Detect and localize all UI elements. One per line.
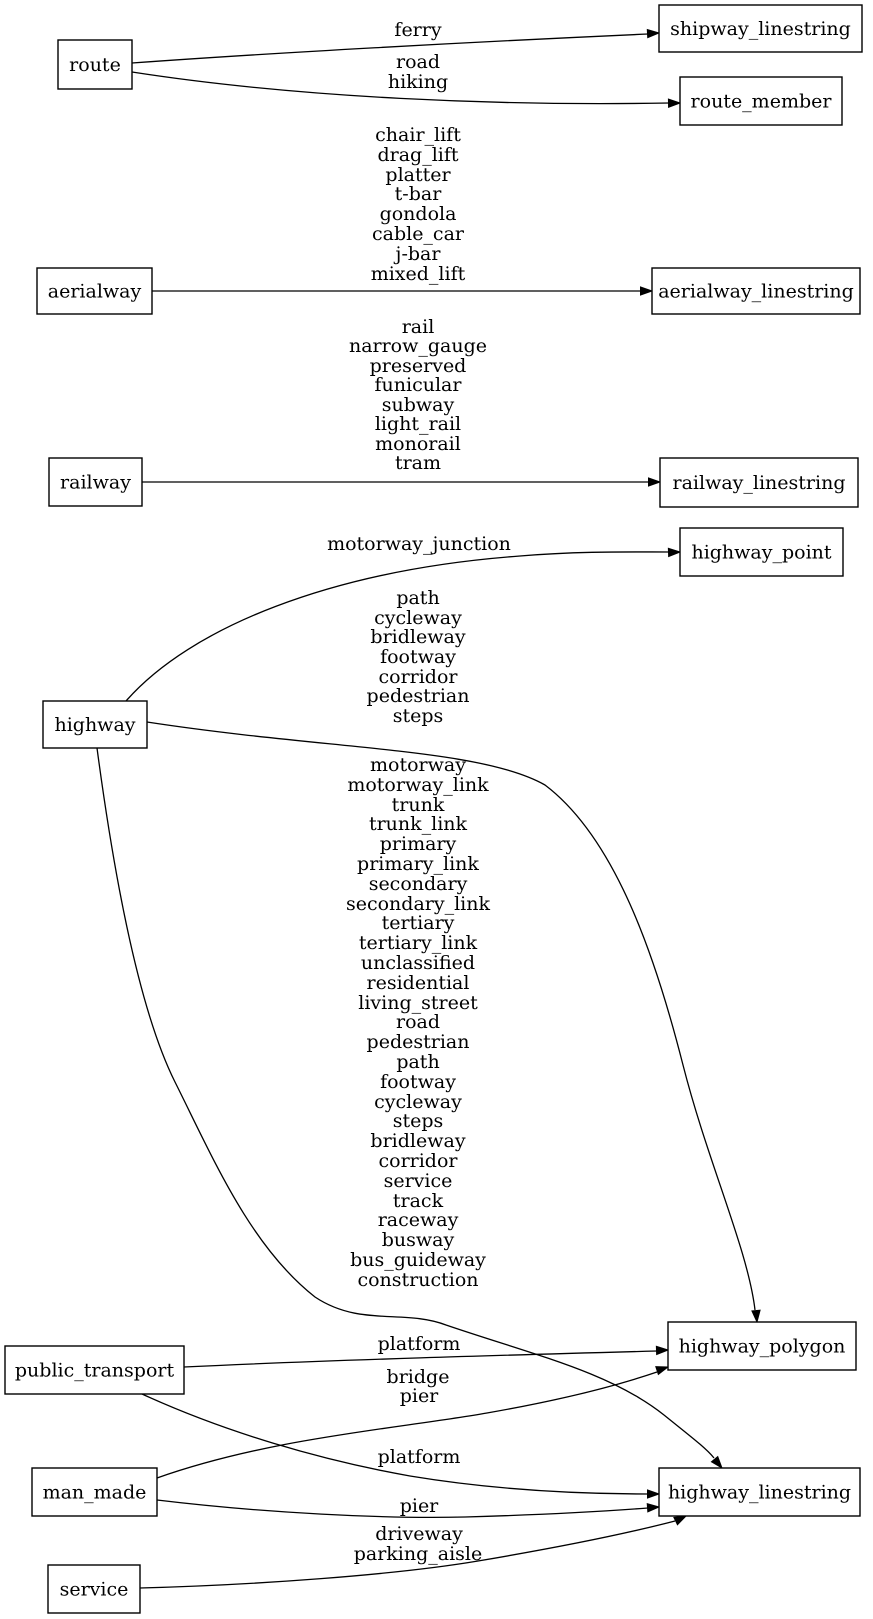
edge-route-route_member bbox=[132, 51, 680, 107]
arrowhead-icon bbox=[647, 29, 659, 38]
edge-label: busway bbox=[381, 1229, 455, 1251]
node-label: public_transport bbox=[14, 1359, 175, 1382]
edge-label: tertiary bbox=[381, 912, 455, 934]
edge-label: light_rail bbox=[374, 413, 462, 435]
edge-label: ferry bbox=[394, 19, 442, 41]
node-public_transport bbox=[5, 1346, 184, 1394]
edge-label: driveway bbox=[375, 1523, 463, 1545]
edge-label: j-bar bbox=[395, 243, 441, 265]
node-shipway_linestring bbox=[659, 5, 862, 52]
edge-label: living_street bbox=[358, 992, 478, 1014]
node-highway_polygon bbox=[668, 1322, 856, 1370]
edge-label: narrow_gauge bbox=[348, 335, 488, 357]
edge-label: unclassified bbox=[360, 952, 476, 974]
edge-label: t-bar bbox=[394, 183, 442, 205]
edge-label: construction bbox=[357, 1269, 479, 1291]
arrowhead-icon bbox=[648, 1490, 660, 1498]
edge-label: funicular bbox=[374, 374, 462, 396]
arrowhead-icon bbox=[656, 1346, 668, 1355]
edge-label: secondary_link bbox=[345, 893, 491, 915]
edge-label: trunk_link bbox=[368, 813, 468, 835]
edge-label: subway bbox=[381, 394, 455, 416]
edge-label: mixed_lift bbox=[370, 263, 466, 285]
node-label: railway bbox=[60, 471, 131, 494]
edge-label: pedestrian bbox=[366, 685, 470, 707]
edge-label: service bbox=[383, 1170, 453, 1192]
node-label: route_member bbox=[690, 90, 832, 113]
node-label: service bbox=[59, 1578, 129, 1601]
node-man_made bbox=[32, 1468, 157, 1516]
node-label: aerialway bbox=[47, 280, 142, 303]
edge-label: motorway_link bbox=[347, 774, 489, 796]
edge-label: platform bbox=[377, 1446, 461, 1468]
edge-label: trunk bbox=[391, 794, 445, 816]
arrowhead-icon bbox=[668, 99, 680, 107]
arrowhead-icon bbox=[752, 1310, 761, 1322]
node-highway bbox=[43, 701, 147, 748]
node-label: shipway_linestring bbox=[670, 18, 851, 40]
edge-label: preserved bbox=[369, 355, 467, 377]
edge-line bbox=[142, 1394, 648, 1494]
edge-label: hiking bbox=[387, 71, 449, 93]
edge-label: path bbox=[396, 587, 440, 609]
edge-label: path bbox=[396, 1051, 440, 1073]
edge-label: footway bbox=[380, 646, 456, 668]
edge-label: motorway_junction bbox=[327, 533, 511, 555]
edge-highway-highway_linestring bbox=[97, 748, 725, 1471]
edge-line bbox=[132, 34, 648, 63]
node-route_member bbox=[680, 77, 842, 125]
node-railway_linestring bbox=[660, 458, 858, 507]
node-aerialway_linestring bbox=[652, 268, 860, 314]
node-label: man_made bbox=[42, 1481, 147, 1504]
edge-label: pier bbox=[399, 1495, 439, 1517]
edge-label: steps bbox=[392, 705, 444, 727]
node-label: highway_point bbox=[691, 541, 832, 564]
edge-label: residential bbox=[366, 972, 470, 994]
arrowhead-icon bbox=[668, 548, 680, 557]
edge-label: bridge bbox=[386, 1366, 450, 1388]
edge-label: pier bbox=[399, 1385, 439, 1407]
edge-label: primary_link bbox=[357, 853, 479, 875]
edge-service-highway_linestring bbox=[140, 1512, 688, 1588]
edge-label: steps bbox=[392, 1110, 444, 1132]
edge-label: road bbox=[395, 51, 441, 73]
edge-label: gondola bbox=[379, 203, 457, 225]
edge-label: footway bbox=[380, 1071, 456, 1093]
edge-label: cycleway bbox=[374, 607, 462, 629]
edge-label: secondary bbox=[368, 873, 468, 895]
arrowhead-icon bbox=[641, 287, 653, 295]
node-label: aerialway_linestring bbox=[658, 280, 854, 303]
node-route bbox=[58, 40, 132, 89]
node-label: highway_polygon bbox=[678, 1335, 846, 1358]
node-aerialway bbox=[37, 268, 152, 314]
edge-label: tram bbox=[394, 452, 442, 474]
edge-label: cable_car bbox=[371, 223, 465, 245]
edge-label: primary bbox=[379, 833, 457, 855]
edge-label: platform bbox=[377, 1333, 461, 1355]
edge-label: raceway bbox=[377, 1209, 459, 1231]
edge-label: corridor bbox=[378, 666, 458, 688]
edge-label: rail bbox=[401, 316, 435, 338]
arrowhead-icon bbox=[647, 1503, 659, 1512]
edge-label: pedestrian bbox=[366, 1031, 470, 1053]
edge-label: drag_lift bbox=[377, 144, 459, 166]
edge-public_transport-highway_linestring bbox=[142, 1394, 659, 1498]
node-railway bbox=[49, 458, 142, 506]
edge-label: chair_lift bbox=[375, 124, 461, 146]
edge-label: motorway bbox=[370, 754, 466, 776]
edge-label: tertiary_link bbox=[358, 932, 478, 954]
arrowhead-icon bbox=[656, 1363, 669, 1374]
edge-man_made-highway_linestring bbox=[157, 1495, 659, 1517]
edge-public_transport-highway_polygon bbox=[184, 1333, 668, 1367]
edge-label: bridleway bbox=[370, 626, 466, 648]
edge-label: bridleway bbox=[370, 1130, 466, 1152]
edge-label: platter bbox=[385, 164, 451, 186]
edge-railway-railway_linestring bbox=[142, 316, 660, 486]
node-highway_linestring bbox=[659, 1468, 860, 1516]
edge-label: track bbox=[392, 1190, 444, 1212]
edge-label: cycleway bbox=[374, 1091, 462, 1113]
edge-label: monorail bbox=[375, 433, 461, 455]
edge-label: corridor bbox=[378, 1150, 458, 1172]
node-label: railway_linestring bbox=[672, 472, 846, 494]
edge-label: parking_aisle bbox=[353, 1543, 483, 1565]
node-service bbox=[48, 1565, 140, 1613]
edge-aerialway-aerialway_linestring bbox=[152, 124, 652, 295]
node-label: highway_linestring bbox=[667, 1481, 852, 1504]
node-label: route bbox=[69, 54, 121, 76]
arrowhead-icon bbox=[649, 478, 661, 486]
edge-label: road bbox=[395, 1011, 441, 1033]
edge-label: bus_guideway bbox=[350, 1249, 486, 1271]
node-highway_point bbox=[680, 528, 843, 576]
node-label: highway bbox=[54, 714, 136, 736]
